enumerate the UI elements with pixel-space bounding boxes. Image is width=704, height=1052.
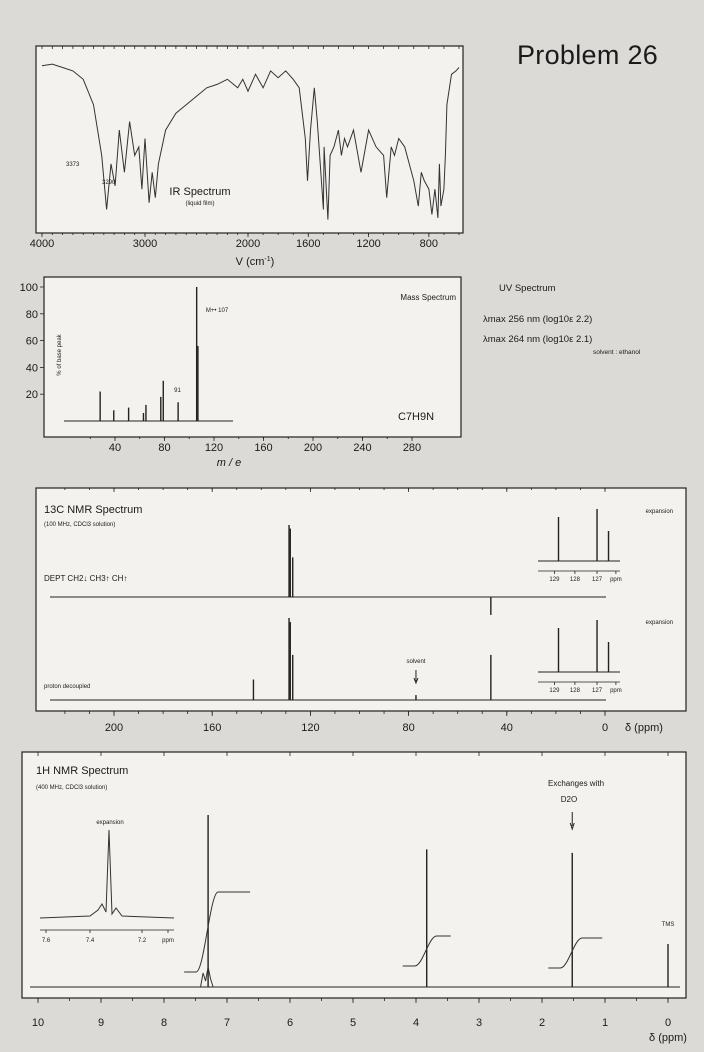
- h1-expansion-label: expansion: [96, 820, 124, 826]
- c13-frame: [36, 488, 686, 711]
- h1-x-axis-label: δ (ppm): [649, 1032, 687, 1044]
- mass-annotation-molecular-ion: M+• 107: [205, 308, 229, 314]
- h1-subtitle: (400 MHz, CDCl3 solution): [36, 785, 108, 791]
- mass-y-axis-label: % of base peak: [57, 334, 63, 376]
- problem-title: Problem 26: [517, 40, 659, 70]
- mass-x-tick-label: 240: [353, 442, 372, 454]
- c13-x-tick-label: 200: [104, 722, 124, 734]
- ir-subtitle: (liquid film): [185, 201, 215, 207]
- proton-expansion-tick-label: ppm: [610, 688, 622, 694]
- uv-title: UV Spectrum: [499, 283, 556, 294]
- dept-expansion-tick-label: ppm: [610, 577, 622, 583]
- proton-expansion-label: expansion: [645, 620, 673, 626]
- mass-y-tick-label: 60: [25, 335, 38, 348]
- uv-line-2: λmax 264 nm (log10ε 2.1): [483, 334, 593, 345]
- h1-expansion-tick-label: 7.6: [41, 938, 51, 944]
- solvent-label: solvent: [406, 659, 426, 665]
- c13-x-tick-label: 120: [301, 722, 320, 734]
- dept-expansion-tick-label: 129: [549, 577, 560, 583]
- mass-annotation-91: 91: [174, 388, 181, 394]
- ir-x-tick-label: 1600: [296, 238, 321, 250]
- h1-x-tick-label: 3: [475, 1017, 483, 1029]
- c13-x-axis-label: δ (ppm): [625, 722, 663, 734]
- h1-frame: [22, 752, 686, 998]
- proton-expansion-tick-label: 129: [549, 688, 560, 694]
- c13-title: 13C NMR Spectrum: [44, 504, 143, 516]
- c13-x-tick-label: 160: [203, 722, 222, 734]
- h1-x-tick-label: 1: [601, 1017, 609, 1029]
- mass-x-tick-label: 160: [254, 442, 273, 454]
- mass-y-tick-label: 80: [25, 308, 38, 321]
- h1-title: 1H NMR Spectrum: [36, 765, 129, 777]
- proton-expansion-tick-label: 128: [569, 688, 580, 694]
- h1-x-tick-label: 2: [538, 1017, 546, 1029]
- ir-x-tick-label: 1200: [356, 238, 381, 250]
- ir-x-tick-label: 3000: [132, 238, 158, 250]
- ir-x-tick-label: 4000: [29, 238, 55, 250]
- uv-line-1: λmax 256 nm (log10ε 2.2): [483, 314, 593, 325]
- uv-solvent: solvent : ethanol: [593, 349, 641, 356]
- ir-x-tick-label: 800: [419, 238, 439, 250]
- mass-formula: C7H9N: [397, 411, 435, 423]
- mass-y-tick-label: 40: [25, 362, 38, 375]
- ir-x-axis-label-sup: -1: [264, 256, 271, 263]
- mass-x-tick-label: 120: [204, 442, 224, 454]
- c13-x-tick-label: 0: [601, 722, 609, 734]
- mass-x-tick-label: 40: [108, 442, 122, 454]
- exchange-d2o-label: D2O: [560, 795, 578, 804]
- h1-expansion-tick-label: 7.2: [137, 938, 147, 944]
- dept-expansion-tick-label: 128: [569, 577, 580, 583]
- dept-expansion-label: expansion: [645, 509, 673, 515]
- ir-annotation-3373: 3373: [66, 162, 80, 168]
- h1-x-tick-label: 6: [286, 1017, 294, 1029]
- ir-x-axis-label-close: ): [270, 256, 275, 268]
- c13-x-tick-label: 80: [402, 722, 415, 734]
- c13-subtitle: (100 MHz, CDCl3 solution): [44, 522, 116, 528]
- dept-expansion-tick-label: 127: [592, 577, 603, 583]
- h1-x-tick-label: 10: [31, 1017, 45, 1029]
- h1-x-tick-label: 5: [349, 1017, 357, 1029]
- proton-decoupled-label: proton decoupled: [44, 684, 91, 690]
- h1-x-tick-label: 7: [223, 1017, 231, 1029]
- mass-x-tick-label: 80: [158, 442, 171, 454]
- dept-label: DEPT CH2↓ CH3↑ CH↑: [44, 574, 128, 583]
- mass-x-tick-label: 200: [303, 442, 323, 454]
- h1-x-tick-label: 8: [160, 1017, 168, 1029]
- mass-y-tick-label: 20: [25, 389, 38, 402]
- h1-expansion-tick-label: ppm: [162, 938, 174, 944]
- mass-title: Mass Spectrum: [400, 293, 456, 302]
- proton-expansion-tick-label: 127: [592, 688, 603, 694]
- ir-x-axis-label: V $(cm^{-1})$: [235, 256, 275, 268]
- ir-x-tick-label: 2000: [235, 238, 261, 250]
- h1-x-tick-label: 0: [664, 1017, 672, 1029]
- mass-y-tick-label: 100: [19, 282, 38, 294]
- c13-x-tick-label: 40: [500, 722, 513, 734]
- ir-annotation-3290: 3290: [102, 180, 116, 186]
- mass-x-axis-label: m / e: [216, 457, 242, 469]
- mass-x-tick-label: 280: [402, 442, 422, 454]
- ir-title: IR Spectrum: [169, 186, 231, 198]
- h1-expansion-tick-label: 7.4: [85, 938, 95, 944]
- h1-x-tick-label: 9: [97, 1017, 105, 1029]
- exchange-label: Exchanges with: [547, 779, 605, 788]
- h1-x-tick-label: 4: [412, 1017, 420, 1029]
- tms-label: TMS: [661, 922, 675, 928]
